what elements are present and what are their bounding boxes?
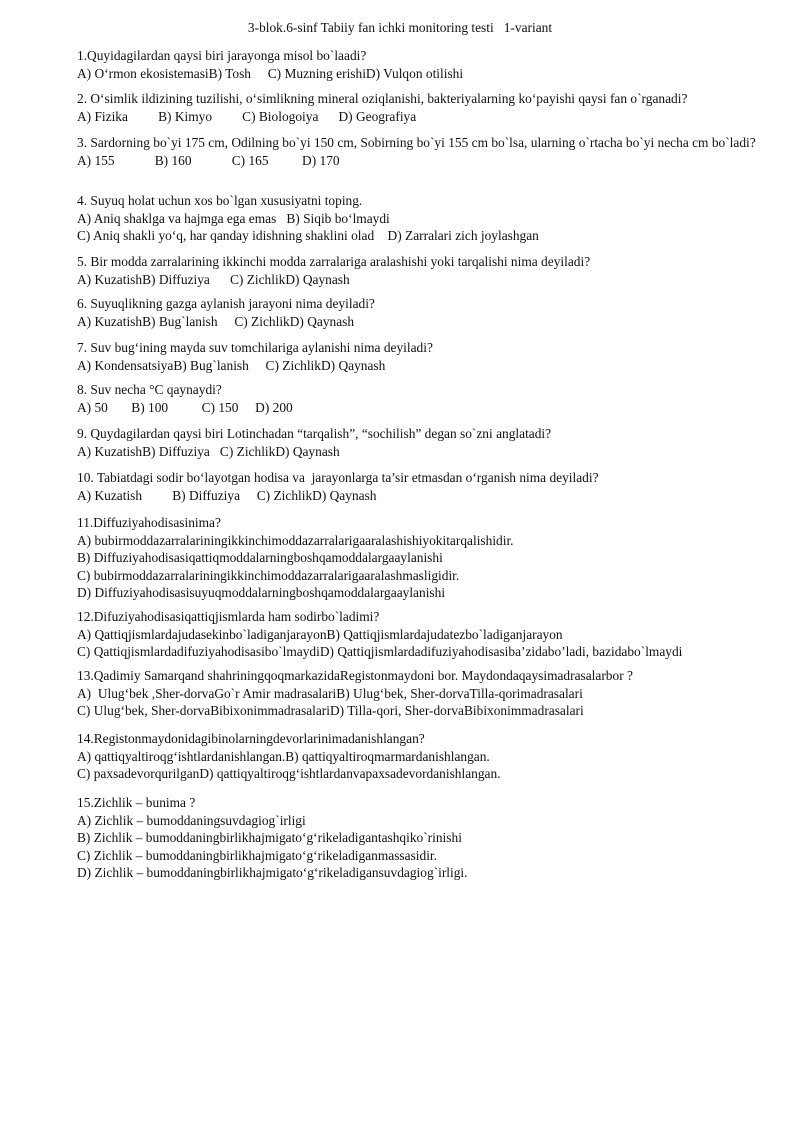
answer-options: A) KuzatishB) Diffuziya C) ZichlikD) Qaynash <box>77 443 340 459</box>
question-1 <box>77 47 757 82</box>
question-text: 1.Quyidagilardan qaysi biri jarayonga misol bo`laadi? <box>77 48 367 63</box>
page-title: 3-blok.6-sinf Tabiiy fan ichki monitoring testi 1-variant <box>247 20 553 35</box>
question-text: 2. O‘simlik ildizining tuzilishi, o‘simlikning mineral oziqlanishi, bakteriyalarning ko‘payishi qaysi fan o`rganadi? <box>77 91 688 106</box>
question-text: 10. Tabiatdagi sodir bo‘layotgan hodisa va jarayonlarga ta’sir etmasdan o‘rganish nima deyiladi? <box>77 470 599 485</box>
answer-option-b: B) Zichlik – bumoddaningbirlikhajmigato‘g‘rikeladigantashqiko`rinishi <box>77 830 462 845</box>
answer-options-row-1: A) qattiqyaltiroqg‘ishtlardanishlangan.B) qattiqyaltiroqmarmardanishlangan. <box>77 748 490 764</box>
answer-options: A) Fizika B) Kimyo C) Biologoiya D) Geografiya <box>77 108 417 124</box>
question-text: 13.Qadimiy Samarqand shahriningqoqmarkazidaRegistonmaydoni bor. Maydondaqaysimadrasalarbor ? <box>77 668 633 683</box>
answer-option-d: D) Zichlik – bumoddaningbirlikhajmigato‘g‘rikeladigansuvdagiog`irligi. <box>77 865 468 880</box>
question-10 <box>77 469 757 504</box>
question-text: 14.Registonmaydonidagibinolarningdevorlarinimadanishlangan? <box>77 731 425 746</box>
question-text: 5. Bir modda zarralarining ikkinchi modda zarralariga aralashishi yoki tarqalishi nima deyiladi? <box>77 254 591 269</box>
question-15 <box>77 794 757 882</box>
answer-options-row-1: A) Qattiqjismlardajudasekinbo`ladiganjarayonB) Qattiqjismlardajudatezbo`ladiganjarayon <box>77 626 563 642</box>
question-5 <box>77 253 757 288</box>
answer-options-row-2: C) paxsadevorqurilganD) qattiqyaltiroqg‘ishtlardanvapaxsadevordanishlangan. <box>77 766 501 781</box>
question-9 <box>77 425 757 460</box>
question-4 <box>77 192 757 245</box>
answer-option-d: D) Diffuziyahodisasisuyuqmoddalarningboshqamoddalargaaylanishi <box>77 585 446 600</box>
answer-options: A) KuzatishB) Diffuziya C) ZichlikD) Qaynash <box>77 271 350 287</box>
answer-options: A) KuzatishB) Bug`lanish C) ZichlikD) Qaynash <box>77 313 355 329</box>
answer-options-row-2: C) Qattiqjismlardadifuziyahodisasibo`lmaydiD) Qattiqjismlardadifuziyahodisasiba’zidabo’ladi, bazidabo`lmaydi <box>77 644 683 659</box>
question-6 <box>77 295 757 330</box>
question-13 <box>77 667 757 720</box>
answer-options: A) Kuzatish B) Diffuziya C) ZichlikD) Qaynash <box>77 487 377 503</box>
answer-options-row-1: A) Aniq shaklga va hajmga ega emas B) Siqib bo‘lmaydi <box>77 210 390 226</box>
answer-option-b: B) Diffuziyahodisasiqattiqmoddalarningboshqamoddalargaaylanishi <box>77 550 443 565</box>
question-text: 15.Zichlik – bunima ? <box>77 795 196 810</box>
question-text: 8. Suv necha °C qaynaydi? <box>77 382 222 397</box>
answer-option-c: C) bubirmoddazarralariningikkinchimoddazarralarigaaralashmasligidir. <box>77 567 460 583</box>
question-text: 3. Sardorning bo`yi 175 cm, Odilning bo`yi 150 cm, Sobirning bo`yi 155 cm bo`lsa, ularning o`rtacha bo`yi necha cm bo`ladi? <box>77 135 756 150</box>
question-text: 4. Suyuq holat uchun xos bo`lgan xususiyatni toping. <box>77 193 363 208</box>
question-text: 11.Diffuziyahodisasinima? <box>77 515 221 530</box>
answer-options: A) 50 B) 100 C) 150 D) 200 <box>77 399 293 415</box>
question-7 <box>77 339 757 374</box>
answer-option-c: C) Zichlik – bumoddaningbirlikhajmigato‘g‘rikeladiganmassasidir. <box>77 847 437 863</box>
question-text: 6. Suyuqlikning gazga aylanish jarayoni nima deyiladi? <box>77 296 375 311</box>
question-text: 9. Quydagilardan qaysi biri Lotinchadan “tarqalish”, “sochilish” degan so`zni anglatadi? <box>77 426 552 441</box>
question-text: 7. Suv bug‘ining mayda suv tomchilariga aylanishi nima deyiladi? <box>77 340 433 355</box>
question-12 <box>77 608 757 661</box>
answer-options-row-1: A) Ulug‘bek ,Sher-dorvaGo`r Amir madrasalariB) Ulug‘bek, Sher-dorvaTilla-qorimadrasalari <box>77 685 583 701</box>
question-8 <box>77 381 757 416</box>
question-11 <box>77 514 757 602</box>
answer-option-a: A) bubirmoddazarralariningikkinchimoddazarralarigaaralashishiyokitarqalishidir. <box>77 532 514 548</box>
answer-options: A) O‘rmon ekosistemasiB) Tosh C) Muzning erishiD) Vulqon otilishi <box>77 65 464 81</box>
answer-options: A) KondensatsiyaB) Bug`lanish C) ZichlikD) Qaynash <box>77 357 386 373</box>
answer-options-row-2: C) Ulug‘bek, Sher-dorvaBibixonimmadrasalariD) Tilla-qori, Sher-dorvaBibixonimmadrasalari <box>77 703 584 718</box>
question-3 <box>77 134 757 169</box>
answer-option-a: A) Zichlik – bumoddaningsuvdagiog`irligi <box>77 812 306 828</box>
answer-options: A) 155 B) 160 C) 165 D) 170 <box>77 152 340 168</box>
question-2 <box>77 90 757 125</box>
question-14 <box>77 730 757 783</box>
question-text: 12.Difuziyahodisasiqattiqjismlarda ham sodirbo`ladimi? <box>77 609 380 624</box>
answer-options-row-2: C) Aniq shakli yo‘q, har qanday idishning shaklini olad D) Zarralari zich joylashgan <box>77 228 539 243</box>
